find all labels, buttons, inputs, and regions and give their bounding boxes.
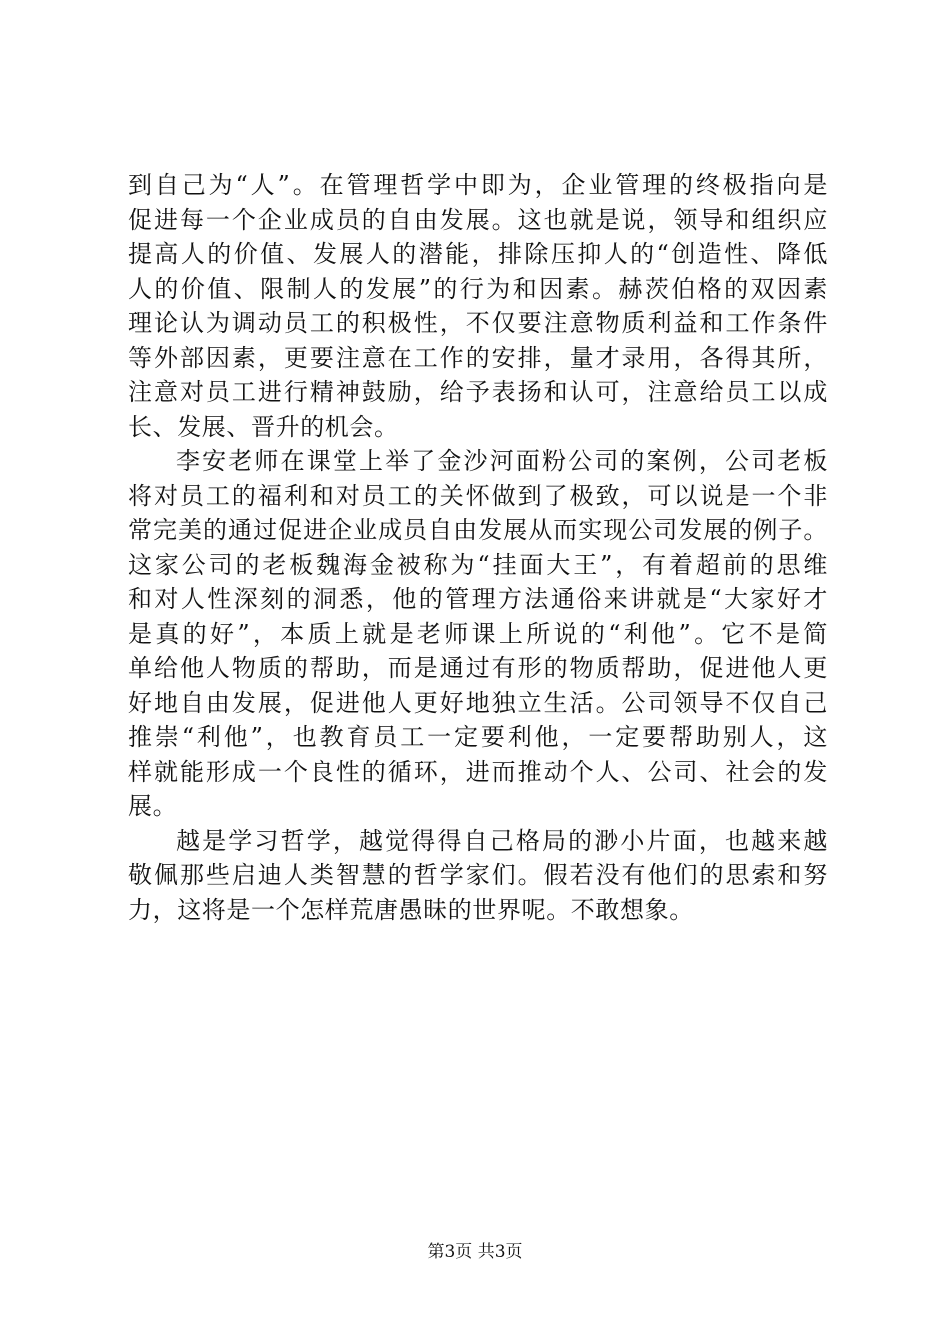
text-line: 理论认为调动员工的积极性，不仅要注意物质利益和工作条件 bbox=[128, 309, 828, 337]
text-line: 和对人性深刻的洞悉，他的管理方法通俗来讲就是“大家好才 bbox=[128, 585, 828, 613]
text-line: 提高人的价值、发展人的潜能，排除压抑人的“创造性、降低 bbox=[128, 240, 828, 268]
text-line: 李安老师在课堂上举了金沙河面粉公司的案例，公司老板 bbox=[176, 447, 828, 475]
text-line: 到自己为“人”。在管理哲学中即为，企业管理的终极指向是 bbox=[128, 171, 828, 199]
body-text bbox=[128, 168, 828, 927]
text-line: 长、发展、晋升的机会。 bbox=[128, 412, 399, 441]
text-line: 将对员工的福利和对员工的关怀做到了极致，可以说是一个非 bbox=[128, 481, 828, 510]
page-footer: 第3页 共3页 bbox=[427, 1242, 523, 1262]
paragraph bbox=[128, 824, 828, 928]
paragraph bbox=[128, 444, 828, 824]
text-line: 单给他人物质的帮助，而是通过有形的物质帮助，促进他人更 bbox=[128, 654, 828, 682]
text-line: 是真的好”，本质上就是老师课上所说的“利他”。它不是简 bbox=[128, 619, 828, 648]
text-line: 这家公司的老板魏海金被称为“挂面大王”，有着超前的思维 bbox=[128, 550, 828, 579]
text-line: 常完美的通过促进企业成员自由发展从而实现公司发展的例子。 bbox=[128, 516, 828, 544]
text-line: 力，这将是一个怎样荒唐愚昧的世界呢。不敢想象。 bbox=[128, 895, 694, 924]
text-line: 人的价值、限制人的发展”的行为和因素。赫茨伯格的双因素 bbox=[128, 274, 828, 303]
text-line: 促进每一个企业成员的自由发展。这也就是说，领导和组织应 bbox=[128, 205, 828, 234]
text-line: 等外部因素，更要注意在工作的安排，量才录用，各得其所， bbox=[128, 343, 828, 372]
text-line: 敬佩那些启迪人类智慧的哲学家们。假若没有他们的思索和努 bbox=[128, 861, 828, 889]
text-line: 推崇“利他”，也教育员工一定要利他，一定要帮助别人，这 bbox=[128, 723, 828, 751]
text-line: 样就能形成一个良性的循环，进而推动个人、公司、社会的发 bbox=[128, 757, 828, 786]
text-line: 注意对员工进行精神鼓励，给予表扬和认可，注意给员工以成 bbox=[128, 378, 828, 406]
text-line: 好地自由发展，促进他人更好地独立生活。公司领导不仅自己 bbox=[128, 688, 828, 717]
paragraph bbox=[128, 168, 828, 444]
text-line: 展。 bbox=[128, 792, 178, 820]
text-line: 越是学习哲学，越觉得得自己格局的渺小片面，也越来越 bbox=[176, 826, 828, 855]
